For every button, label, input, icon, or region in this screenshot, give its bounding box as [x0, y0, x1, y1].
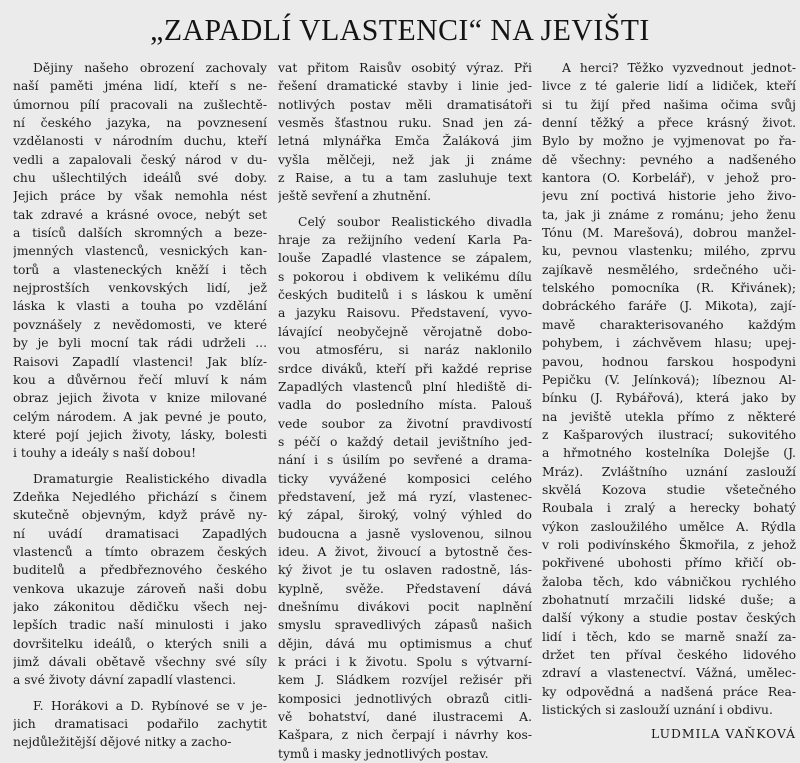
text-line: skutečně objevným, když právě ny- — [13, 508, 267, 523]
text-line: venkova ukazuje zároveň naši dobu — [13, 581, 267, 596]
text-line: Dějiny našeho obrození zachovaly — [33, 61, 267, 75]
text-line: ký život je tu oslaven radostně, lás- — [278, 563, 532, 578]
text-line: A herci? Těžko vyzvednout jednot- — [562, 61, 796, 75]
text-line: louše Zapadlé vlastence se zápalem, — [278, 251, 532, 266]
text-line: povznášely z nevědomosti, ve které — [13, 317, 267, 332]
text-line: telského pomocníka (R. Křivánek); — [542, 281, 796, 296]
text-line: ideu. A život, živoucí a bytostně čes- — [278, 544, 532, 559]
text-line: jako zákonitou dědičku všech nej- — [13, 599, 267, 614]
author-signature: LUDMILA VAŇKOVÁ — [651, 727, 796, 742]
text-line: skvělá Kozova studie všetečného — [542, 482, 796, 497]
text-line: naší paměti jména lidí, kteří s ne- — [13, 79, 267, 94]
text-line: jimž dávali obětavě všechny své síly — [13, 655, 267, 669]
text-line: smyslu spravedlivých zápasů našich — [278, 618, 532, 633]
text-line: srdce diváků, kteří při každé reprise — [278, 361, 532, 376]
text-line: ky odpovědná a nadšená práce Rea- — [542, 684, 796, 699]
text-line: a své životy dávní zapadlí vlastenci. — [13, 673, 237, 688]
text-line: denní těžký a přece krásný život. — [542, 116, 796, 131]
text-line: řešení dramatické stavby i linie jed- — [278, 79, 532, 94]
text-line: pavou, hodnou farskou hospodyni — [542, 354, 796, 369]
text-line: jevu zní poctivá historie jeho živo- — [542, 189, 796, 204]
article-column-3 — [542, 59, 796, 744]
text-line: komposici jednotlivých obrazů citli- — [278, 691, 532, 706]
text-line: ticky vyvážené komposici celého — [278, 471, 532, 486]
text-line: buditelů a předbřeznového českého — [13, 563, 267, 578]
text-line: kou a důvěrnou řečí mluví k nám — [13, 372, 267, 387]
text-line: bínku (J. Rybářová), která jako by — [542, 391, 796, 406]
text-line: ký zápal, široký, volný výhled do — [278, 508, 532, 523]
text-line: si tu žijí před našima očima svůj — [542, 97, 796, 112]
text-line: Jejich práce by však nemohla nést — [13, 189, 267, 204]
text-line: zdraví a vlastenectví. Vážná, umělec- — [542, 666, 796, 681]
text-line: k práci i k životu. Spolu s výtvarní- — [278, 655, 532, 669]
text-line: torů a vlasteneckých kněží i těch — [13, 262, 267, 277]
text-line: tymů i masky jednotlivých postav. — [278, 746, 489, 761]
text-line: nejdůležitější dějové nitky a zacho- — [13, 735, 232, 750]
text-line: Zapadlých vlastenců plní hlediště di- — [278, 379, 532, 394]
text-line: chu ušlechtilých ideálů své doby. — [13, 171, 267, 186]
paragraph — [278, 59, 532, 206]
text-line: notlivých postav měli dramatisátoři — [278, 97, 532, 112]
text-line: i touhy a ideály s naší dobou! — [13, 446, 197, 461]
text-line: dovršitelku ideálů, o kterých snili a — [13, 636, 267, 651]
text-line: kem J. Sládkem rozvíjel režisér při — [278, 673, 532, 688]
text-line: ní českého jazyka, na povznesení — [13, 116, 267, 131]
paragraph — [542, 59, 796, 719]
paragraph-gap — [278, 206, 532, 213]
text-line: vlastenců a tímto obrazem českých — [13, 544, 267, 559]
text-line: a tisíců dalších skromných a beze- — [13, 226, 267, 241]
text-line: držet ten příval českého lidového — [542, 648, 796, 662]
text-line: českých buditelů i s láskou k umění — [278, 288, 532, 303]
article-column-2 — [278, 59, 532, 763]
text-line: žaloba těch, kdo vábničkou rychlého — [542, 574, 796, 589]
text-line: pohybem, i záchvěvem hlasu; upej- — [542, 336, 796, 351]
paragraph — [278, 213, 532, 763]
paragraph — [13, 470, 267, 690]
article-headline: „ZAPADLÍ VLASTENCI“ NA JEVIŠTI — [150, 12, 650, 47]
text-line: ta, jak ji známe z románu; jeho ženu — [542, 207, 796, 222]
text-line: a jazyku Raisovu. Představení, vyvo- — [278, 306, 532, 321]
text-line: Dramaturgie Realistického divadla — [33, 471, 267, 486]
text-line: kyplně, svěže. Představení dává — [278, 581, 532, 596]
text-line: na jeviště utekla přímo z některé — [542, 409, 796, 424]
text-line: lepších tradic naší minulosti i jako — [13, 618, 267, 633]
text-line: dějin, dává mu optimismus a chuť — [278, 636, 532, 651]
text-line: další výkony a studie postav českých — [542, 611, 796, 626]
text-line: dě všechny: pevného a nadšeného — [542, 152, 796, 167]
text-line: Zdeňka Nejedlého přichází s činem — [13, 489, 267, 504]
text-line: zajíkavě nesmělého, srdečného uči- — [542, 262, 796, 277]
text-line: Raisovi Zapadlí vlastenci! Jak blíz- — [13, 354, 267, 369]
text-line: úmornou pílí pracovali na zušlechtě- — [13, 97, 267, 112]
text-line: z Raise, a tu a tam zasluhuje text — [278, 171, 532, 186]
text-line: lávající neobyčejně věrojatně dobo- — [278, 324, 532, 339]
text-line: a hřmotného kostelníka Dolejše (J. — [542, 446, 796, 461]
text-line: vyšla mělčeji, než jak ji známe — [278, 152, 532, 167]
text-line: z Kašparových ilustrací; sukovitého — [542, 427, 796, 442]
text-line: celým národem. A jak pevné je pouto, — [13, 409, 267, 424]
text-line: vat přitom Raisův osobitý výraz. Při — [278, 61, 532, 75]
paragraph-gap — [13, 690, 267, 697]
text-line: F. Horákovi a D. Rybínové se v je- — [33, 698, 267, 713]
text-line: dobráckého faráře (J. Mikota), zají- — [542, 299, 796, 314]
text-line: které pojí jejich životy, lásky, bolesti — [13, 427, 267, 442]
text-line: Mráz). Zvláštního uznání zaslouží — [542, 464, 796, 479]
text-line: listických si zaslouží uznání i obdivu. — [542, 703, 773, 718]
text-line: Celý soubor Realistického divadla — [298, 214, 532, 229]
text-line: lidí i těch, kdo se marně snaží za- — [542, 629, 796, 644]
text-line: v roli podivínského Škmořila, z jehož — [542, 537, 796, 552]
text-line: Bylo by možno je vyjmenovat po řa- — [542, 134, 796, 149]
article-column-1 — [13, 59, 267, 752]
text-line: ku, pevnou vlastenku; milého, zprvu — [542, 244, 796, 259]
text-line: kantora (O. Korbelář), v jehož pro- — [542, 171, 796, 186]
text-line: obraz jejich života v knize milované — [13, 391, 267, 406]
text-line: láska k vlasti a touha po vzdělání — [13, 299, 267, 314]
text-line: zbohatnutí mrzačili lidské duše; a — [542, 592, 796, 607]
text-line: vede soubor za životní pravdivostí — [278, 416, 532, 431]
text-line: vou atmosféru, si naráz naklonilo — [278, 343, 532, 358]
text-line: budoucna a jasně vyslovenou, silnou — [278, 526, 532, 541]
text-line: ještě sevření a zhutnění. — [278, 189, 432, 204]
text-line: vzdělanosti v národním duchu, kteří — [13, 134, 267, 149]
text-line: vedli a zapalovali český národ v du- — [13, 152, 267, 167]
text-line: s péčí o každý detail jevištního jed- — [278, 434, 532, 449]
text-line: Pepičku (V. Jelínková); líbeznou Al- — [542, 372, 796, 387]
text-line: hraje za režijního vedení Karla Pa- — [278, 233, 532, 248]
paragraph — [13, 697, 267, 752]
text-line: nání i s úsilím po sevřené a drama- — [278, 453, 532, 468]
text-line: dnešnímu divákovi pocit naplnění — [278, 599, 532, 614]
paragraph — [13, 59, 267, 463]
text-line: tak zdravé a krásné ovoce, nebýt set — [13, 207, 267, 222]
text-line: by je byli mocní tak rádi udrželi ... — [13, 336, 267, 351]
text-line: výkon zasloužilého umělce A. Rýdla — [542, 519, 796, 534]
text-line: mavě charakterisovaného každým — [542, 317, 796, 332]
text-line: Kašpara, z nich čerpají i návrhy kos- — [278, 728, 532, 743]
text-line: nejprostších venkovských lidí, jež — [13, 281, 267, 296]
text-line: Roubala i zralý a herecky bohatý — [542, 501, 796, 516]
text-line: jich dramatisaci podařilo zachytit — [13, 717, 267, 732]
text-line: livce z té galerie lidí a lidiček, kteří — [542, 79, 796, 94]
text-line: vadla do posledního místa. Palouš — [278, 398, 532, 413]
text-line: jmenných vlastenců, vesnických kan- — [13, 244, 267, 259]
text-line: představení, jež má ryzí, vlastenec- — [278, 489, 532, 504]
text-line: pokřivené ubohosti přímo křičí ob- — [542, 556, 796, 571]
text-line: vesměs šťastnou ruku. Snad jen zá- — [278, 116, 532, 131]
text-line: letná mlynářka Emča Žaláková jim — [278, 134, 532, 149]
text-line: vě bohatství, dané ilustracemi A. — [278, 710, 532, 725]
paragraph-gap — [13, 463, 267, 470]
text-line: Tónu (M. Marešová), dobrou manžel- — [542, 226, 796, 241]
text-line: s pokorou i obdivem k velikému dílu — [278, 269, 532, 284]
text-line: ní uvádí dramatisaci Zapadlých — [13, 526, 267, 541]
